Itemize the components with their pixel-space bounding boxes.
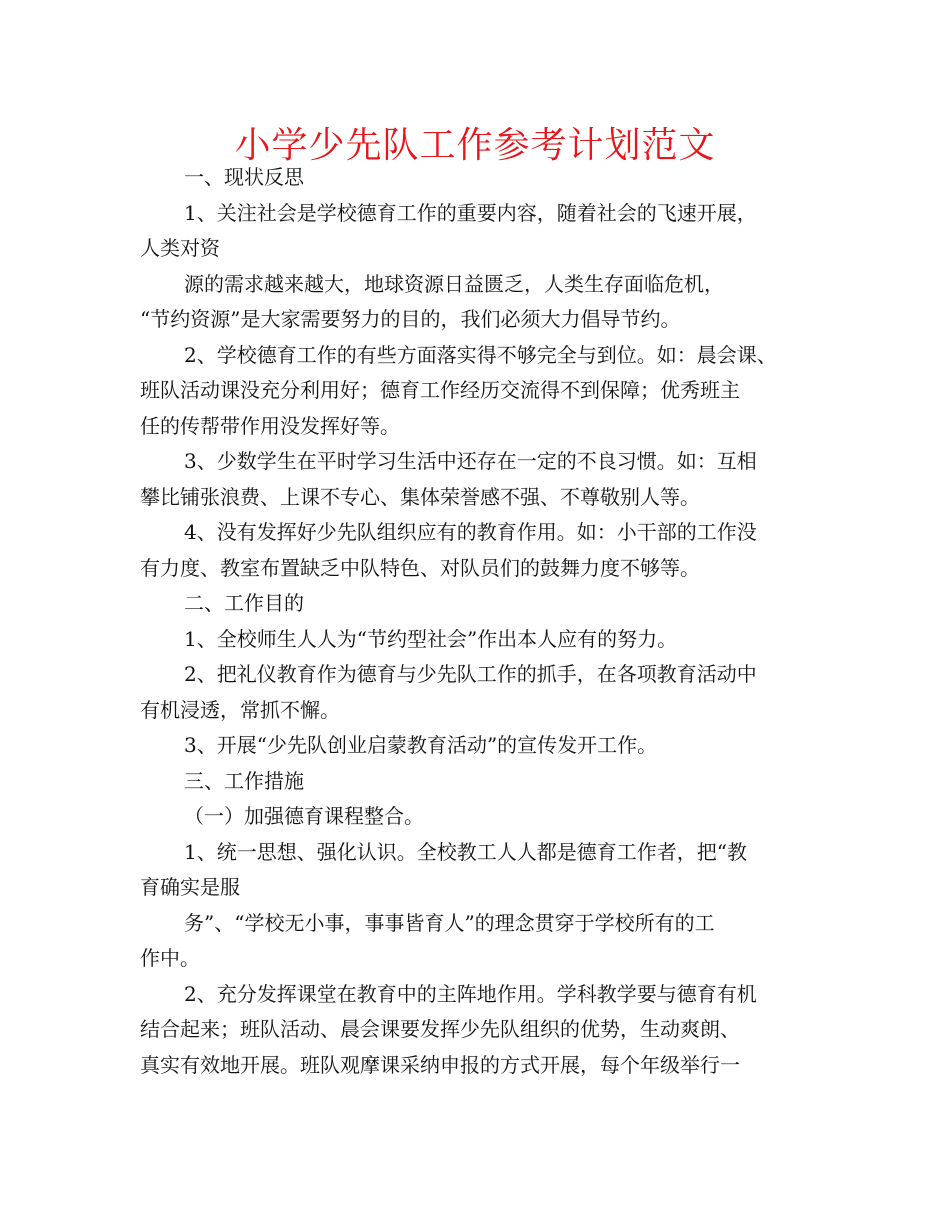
paragraph-line: 有力度、教室布置缺乏中队特色、对队员们的鼓舞力度不够等。 — [140, 555, 700, 580]
paragraph-line: 有机浸透，常抓不懈。 — [140, 697, 340, 722]
paragraph-line: “节约资源”是大家需要努力的目的，我们必须大力倡导节约。 — [140, 307, 681, 331]
section-heading: 二、工作目的 — [184, 591, 304, 615]
paragraph-line: 作中。 — [140, 946, 200, 970]
paragraph-line: 结合起来；班队活动、晨会课要发挥少先队组织的优势，生动爽朗、 — [140, 1017, 740, 1041]
paragraph-line: 任的传帮带作用没发挥好等。 — [140, 413, 400, 438]
paragraph-line: 育确实是服 — [140, 875, 240, 899]
section-heading: 三、工作措施 — [184, 768, 304, 793]
paragraph-line: 3、少数学生在平时学习生活中还存在一定的不良习惯。如：互相 — [184, 449, 757, 473]
document-body — [140, 160, 812, 1083]
paragraph-line: 班队活动课没充分利用好；德育工作经历交流得不到保障；优秀班主 — [140, 378, 740, 402]
paragraph-line: 2、把礼仪教育作为德育与少先队工作的抓手，在各项教育活动中 — [184, 662, 757, 686]
subsection-heading: （一）加强德育课程整合。 — [184, 804, 424, 828]
document-title: 小学少先队工作参考计划范文 — [234, 125, 716, 166]
paragraph-line: 1、关注社会是学校德育工作的重要内容，随着社会的飞速开展， — [184, 200, 757, 225]
paragraph-line: 攀比铺张浪费、上课不专心、集体荣誉感不强、不尊敬别人等。 — [140, 484, 700, 509]
paragraph-line: 1、统一思想、强化认识。全校教工人人都是德育工作者，把“教 — [184, 839, 747, 864]
paragraph-line: 4、没有发挥好少先队组织应有的教育作用。如：小干部的工作没 — [184, 520, 757, 544]
paragraph-line: 2、充分发挥课堂在教育中的主阵地作用。学科教学要与德育有机 — [184, 981, 757, 1006]
paragraph-line: 源的需求越来越大，地球资源日益匮乏，人类生存面临危机， — [184, 271, 724, 296]
paragraph-line: 真实有效地开展。班队观摩课采纳申报的方式开展，每个年级举行一 — [140, 1052, 740, 1077]
paragraph-line: 人类对资 — [140, 236, 220, 260]
paragraph-line: 1、全校师生人人为“节约型社会”作出本人应有的努力。 — [184, 626, 678, 651]
paragraph-line: 务”、“学校无小事，事事皆育人”的理念贯穿于学校所有的工 — [184, 910, 715, 935]
paragraph-line: 3、开展“少先队创业启蒙教育活动”的宣传发开工作。 — [184, 733, 658, 757]
paragraph-line: 2、学校德育工作的有些方面落实得不够完全与到位。如：晨会课、 — [184, 342, 777, 367]
section-heading: 一、现状反思 — [184, 165, 304, 189]
